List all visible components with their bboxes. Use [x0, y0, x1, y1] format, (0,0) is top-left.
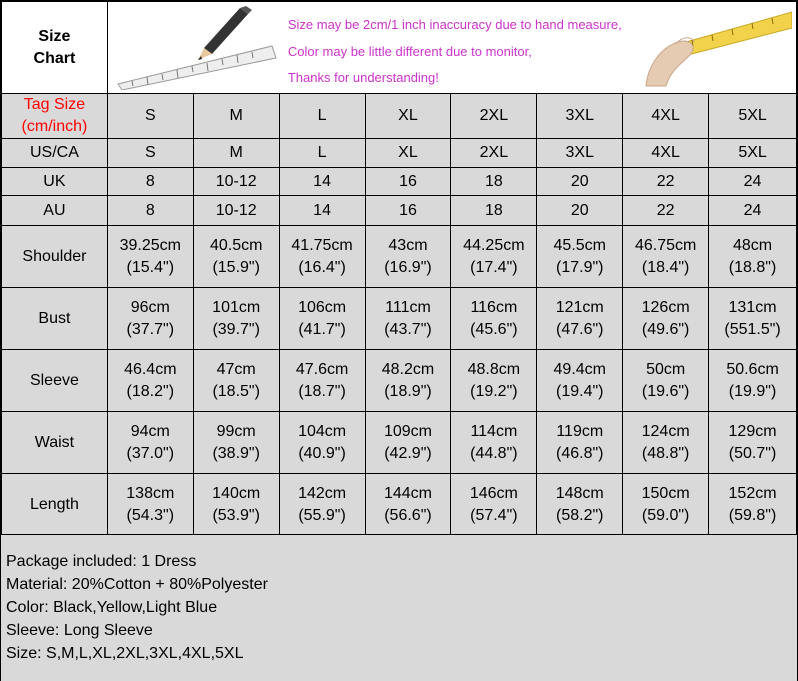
cm-value: 39.25cm [119, 236, 181, 254]
inch-value: (44.8") [470, 444, 518, 462]
cm-value: 124cm [641, 422, 690, 440]
inch-value: (59.0") [641, 506, 690, 524]
table-cell [107, 350, 193, 412]
table-row [2, 474, 797, 536]
table-row [2, 139, 797, 168]
table-cell: 24 [709, 196, 797, 226]
inch-value: (37.0") [126, 444, 175, 462]
table-cell: 22 [623, 168, 709, 196]
inch-value: (57.4") [470, 506, 518, 524]
table-cell [709, 474, 797, 536]
inch-value: (18.7") [298, 382, 346, 400]
table-cell [451, 288, 537, 350]
inch-value: (59.8") [728, 506, 777, 524]
table-cell: 24 [709, 168, 797, 196]
table-cell: S [107, 139, 193, 168]
inch-value: (53.9") [212, 506, 260, 524]
package-line: Color: Black,Yellow,Light Blue [6, 599, 218, 616]
table-cell: 22 [623, 196, 709, 226]
table-row [2, 350, 797, 412]
table-cell [451, 412, 537, 474]
inch-value: (39.7") [212, 320, 260, 338]
package-line: Size: S,M,L,XL,2XL,3XL,4XL,5XL [6, 645, 244, 662]
cm-value: 46.75cm [634, 236, 697, 254]
table-cell [451, 350, 537, 412]
cm-value: 121cm [555, 298, 604, 316]
inch-value: (18.5") [212, 382, 260, 400]
inch-value: (18.9") [384, 382, 432, 400]
cm-value: 146cm [469, 484, 518, 502]
row-label: Shoulder [2, 226, 108, 288]
header-notes [288, 12, 622, 92]
table-row [2, 412, 797, 474]
table-cell [279, 288, 365, 350]
table-cell [193, 350, 279, 412]
table-cell: L [279, 139, 365, 168]
cm-value: 94cm [130, 422, 170, 440]
table-cell [279, 350, 365, 412]
row-label: Sleeve [2, 350, 108, 412]
table-cell: 3XL [537, 139, 623, 168]
table-cell [107, 412, 193, 474]
row-label: AU [2, 196, 108, 226]
row-label: UK [2, 168, 108, 196]
inch-value: (19.4") [556, 382, 604, 400]
tag-size-label: Tag Size (cm/inch) [2, 94, 108, 139]
table-cell: 8 [107, 168, 193, 196]
inch-value: (47.6") [556, 320, 604, 338]
cm-value: 99cm [216, 422, 256, 440]
note-line: Size may be 2cm/1 inch inaccuracy due to hand measure, [287, 17, 622, 32]
table-cell [107, 288, 193, 350]
cm-value: 142cm [298, 484, 347, 502]
package-line: Package included: 1 Dress [6, 553, 197, 570]
table-cell [193, 412, 279, 474]
cm-value: 150cm [641, 484, 690, 502]
inch-value: (54.3") [126, 506, 175, 524]
table-cell: 14 [279, 196, 365, 226]
inch-value: (40.9") [298, 444, 346, 462]
table-cell [193, 226, 279, 288]
cm-value: 50.6cm [726, 360, 779, 378]
inch-value: (17.4") [470, 258, 518, 276]
cm-value: 129cm [728, 422, 777, 440]
inch-value: (50.7") [728, 444, 777, 462]
inch-value: (45.6") [470, 320, 518, 338]
inch-value: (15.4") [126, 258, 175, 276]
cm-value: 50cm [646, 360, 686, 378]
table-cell [623, 288, 709, 350]
table-row [2, 288, 797, 350]
table-cell: 5XL [709, 139, 797, 168]
cm-value: 47.6cm [295, 360, 349, 378]
cm-value: 119cm [556, 422, 604, 440]
table-cell [623, 350, 709, 412]
table-cell: M [193, 139, 279, 168]
table-cell [365, 412, 451, 474]
inch-value: (16.9") [384, 258, 432, 276]
cm-value: 45.5cm [553, 236, 606, 254]
table-cell [537, 350, 623, 412]
inch-value: (48.8") [641, 444, 690, 462]
table-cell [709, 412, 797, 474]
table-cell [279, 474, 365, 536]
cm-value: 48.8cm [467, 360, 521, 378]
inch-value: (18.4") [641, 258, 690, 276]
cm-value: 41.75cm [291, 236, 353, 254]
inch-value: (19.2") [470, 382, 518, 400]
table-cell [193, 288, 279, 350]
table-cell [451, 474, 537, 536]
table-cell [451, 226, 537, 288]
inch-value: (38.9") [212, 444, 260, 462]
cm-value: 138cm [126, 484, 175, 502]
table-cell: 16 [365, 196, 451, 226]
table-cell [537, 474, 623, 536]
size-header: XL [365, 94, 451, 139]
table-cell [537, 412, 623, 474]
cm-value: 111cm [385, 298, 431, 316]
row-label: Waist [2, 412, 108, 474]
cm-value: 116cm [470, 298, 518, 316]
cm-value: 48cm [732, 236, 773, 254]
inch-value: (55.9") [298, 506, 346, 524]
package-line: Material: 20%Cotton + 80%Polyester [6, 576, 268, 593]
inch-value: (19.6") [641, 382, 690, 400]
cm-value: 109cm [383, 422, 432, 440]
cm-value: 144cm [383, 484, 432, 502]
table-cell: 20 [537, 168, 623, 196]
table-cell: 20 [537, 196, 623, 226]
inch-value: (46.8") [556, 444, 604, 462]
table-cell [365, 350, 451, 412]
size-header: 4XL [623, 94, 709, 139]
size-table [1, 1, 797, 536]
table-cell [623, 412, 709, 474]
cm-value: 114cm [470, 422, 518, 440]
table-cell [623, 226, 709, 288]
note-line: Thanks for understanding! [287, 70, 439, 85]
table-row [2, 196, 797, 226]
size-header: S [107, 94, 193, 139]
inch-value: (19.9") [728, 382, 777, 400]
table-row [2, 226, 797, 288]
package-info [1, 534, 797, 681]
inch-value: (43.7") [384, 320, 432, 338]
table-cell: 16 [365, 168, 451, 196]
inch-value: (42.9") [384, 444, 432, 462]
chart-title: Size Chart [2, 2, 108, 94]
size-header: 3XL [537, 94, 623, 139]
table-cell: 18 [451, 196, 537, 226]
table-row [2, 168, 797, 196]
cm-value: 148cm [555, 484, 604, 502]
table-cell [279, 412, 365, 474]
inch-value: (551.5") [724, 320, 781, 338]
inch-value: (18.8") [728, 258, 777, 276]
package-line: Sleeve: Long Sleeve [6, 622, 153, 639]
size-header: 5XL [709, 94, 797, 139]
cm-value: 126cm [641, 298, 690, 316]
table-cell [365, 226, 451, 288]
measuring-tape-hand-icon [642, 6, 792, 90]
row-label: Bust [2, 288, 108, 350]
inch-value: (56.6") [384, 506, 432, 524]
inch-value: (16.4") [298, 258, 346, 276]
table-cell: 4XL [623, 139, 709, 168]
header-banner [107, 2, 796, 94]
cm-value: 101cm [212, 298, 261, 316]
size-header: L [279, 94, 365, 139]
cm-value: 46.4cm [124, 360, 177, 378]
cm-value: 49.4cm [553, 360, 606, 378]
table-cell [107, 226, 193, 288]
table-cell [279, 226, 365, 288]
inch-value: (41.7") [298, 320, 346, 338]
table-cell [193, 474, 279, 536]
table-cell [709, 288, 797, 350]
table-cell: 2XL [451, 139, 537, 168]
cm-value: 48.2cm [381, 360, 435, 378]
cm-value: 43cm [388, 236, 428, 254]
inch-value: (15.9") [212, 258, 260, 276]
table-cell: 18 [451, 168, 537, 196]
inch-value: (18.2") [126, 382, 175, 400]
table-cell [365, 474, 451, 536]
size-header: M [193, 94, 279, 139]
cm-value: 40.5cm [209, 236, 263, 254]
table-cell [537, 226, 623, 288]
inch-value: (49.6") [641, 320, 690, 338]
cm-value: 44.25cm [463, 236, 525, 254]
table-cell: 10-12 [193, 196, 279, 226]
cm-value: 104cm [298, 422, 347, 440]
cm-value: 96cm [130, 298, 170, 316]
cm-value: 131cm [728, 298, 777, 316]
inch-value: (17.9") [556, 258, 604, 276]
cm-value: 152cm [728, 484, 777, 502]
table-cell: 14 [279, 168, 365, 196]
table-cell [709, 350, 797, 412]
table-cell [709, 226, 797, 288]
note-line: Color may be little different due to monitor, [287, 43, 532, 59]
row-label: US/CA [2, 139, 108, 168]
table-cell [623, 474, 709, 536]
cm-value: 106cm [298, 298, 347, 316]
table-cell [365, 288, 451, 350]
table-cell: 10-12 [193, 168, 279, 196]
inch-value: (58.2") [556, 506, 604, 524]
inch-value: (37.7") [126, 320, 175, 338]
table-cell [537, 288, 623, 350]
cm-value: 140cm [212, 484, 261, 502]
size-header: 2XL [451, 94, 537, 139]
row-label: Length [2, 474, 108, 536]
cm-value: 47cm [216, 360, 256, 378]
table-cell: 8 [107, 196, 193, 226]
pencil-ruler-icon [112, 6, 282, 90]
table-cell: XL [365, 139, 451, 168]
table-cell [107, 474, 193, 536]
